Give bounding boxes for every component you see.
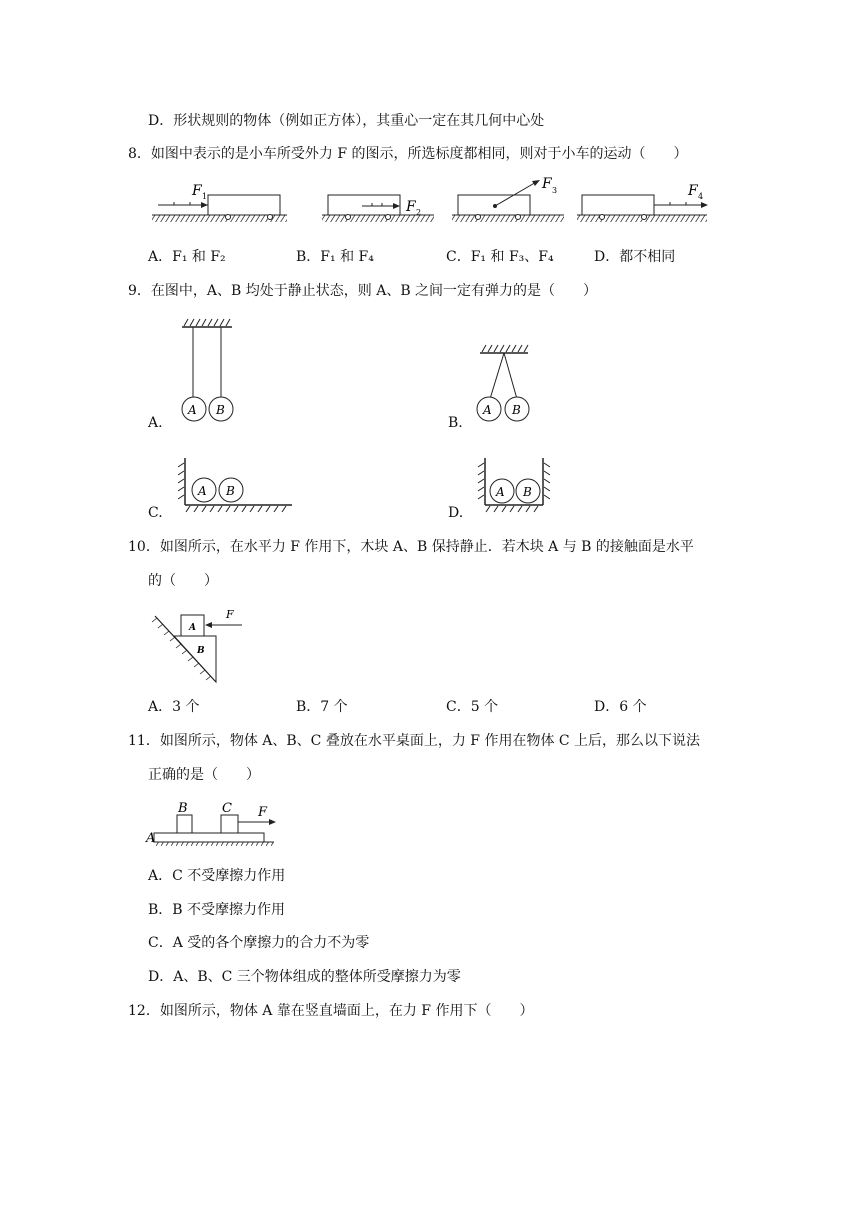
ball-a-label: A [483,403,492,417]
q8-option-a: A．F₁ 和 F₂ [148,249,226,265]
q8-f1-sub: 1 [202,192,208,201]
q8-f1-label: F [192,183,202,199]
q9-label-c: C. [148,505,163,521]
q9-figure-a [182,319,233,421]
q10-a-label: A [189,623,196,633]
q11-c-label: C [222,801,232,816]
q9-label-d: D. [448,505,464,521]
q10-f-label: F [226,608,234,621]
ball-b-label: B [216,403,225,417]
q8-cart-2 [322,195,434,222]
q9-figure [140,315,580,525]
q8-figure [150,175,710,235]
q10-b-label: B [197,646,205,656]
q8-cart-3 [452,176,564,222]
q10-stem-line2: 的（ ） [148,573,218,589]
q11-option-c: C．A 受的各个摩擦力的合力不为零 [148,935,370,951]
ball-a-label: A [188,403,197,417]
q11-b-label: B [178,801,188,816]
ball-a-label: A [496,485,505,499]
q9-figure-c [178,458,292,512]
q8-cart-4 [577,183,708,222]
q9-figure-d [478,458,550,512]
q9-stem: 9．在图中，A、B 均处于静止状态，则 A、B 之间一定有弹力的是（ ） [128,283,598,299]
q8-f3-sub: 3 [552,186,558,195]
q10-figure [150,604,250,686]
q9-figure-b [477,345,529,421]
q8-f2-label: F [406,199,416,215]
q8-option-b: B．F₁ 和 F₄ [296,249,374,265]
ball-b-label: B [523,485,532,499]
ball-b-label: B [512,403,521,417]
q10-option-a: A．3 个 [148,699,200,715]
q8-f3-label: F [542,176,552,192]
q12-stem: 12．如图所示，物体 A 靠在竖直墙面上，在力 F 作用下（ ） [128,1003,534,1019]
q11-stem-line1: 11．如图所示，物体 A、B、C 叠放在水平桌面上，力 F 作用在物体 C 上后，那么以下说法 [128,733,701,749]
q10-option-b: B．7 个 [296,699,348,715]
q8-cart-1 [152,183,287,222]
q8-f4-sub: 4 [698,192,704,201]
q11-figure [146,798,286,848]
q8-f2-sub: 2 [416,208,422,217]
ball-b-label: B [226,484,235,498]
q11-f-label: F [258,805,268,820]
ball-a-label: A [198,484,207,498]
q8-option-d: D．都不相同 [594,249,676,265]
q8-f4-label: F [688,183,698,199]
q11-option-a: A．C 不受摩擦力作用 [148,868,286,884]
q9-label-b: B. [448,415,463,431]
q10-stem-line1: 10．如图所示，在水平力 F 作用下，木块 A、B 保持静止．若木块 A 与 B 的接触面是水平 [128,539,694,555]
q11-option-b: B．B 不受摩擦力作用 [148,902,286,918]
q8-option-c: C．F₁ 和 F₃、F₄ [446,249,554,265]
q11-stem-line2: 正确的是（ ） [148,767,260,783]
q9-label-a: A. [148,415,163,431]
q10-option-c: C．5 个 [446,699,499,715]
q11-a-label: A [146,831,156,846]
q8-stem: 8．如图中表示的是小车所受外力 F 的图示，所选标度都相同，则对于小车的运动（ ） [128,146,688,162]
q10-option-d: D．6 个 [594,699,647,715]
q11-option-d: D．A、B、C 三个物体组成的整体所受摩擦力为零 [148,969,461,985]
q7-option-d: D．形状规则的物体（例如正方体），其重心一定在其几何中心处 [148,113,545,129]
